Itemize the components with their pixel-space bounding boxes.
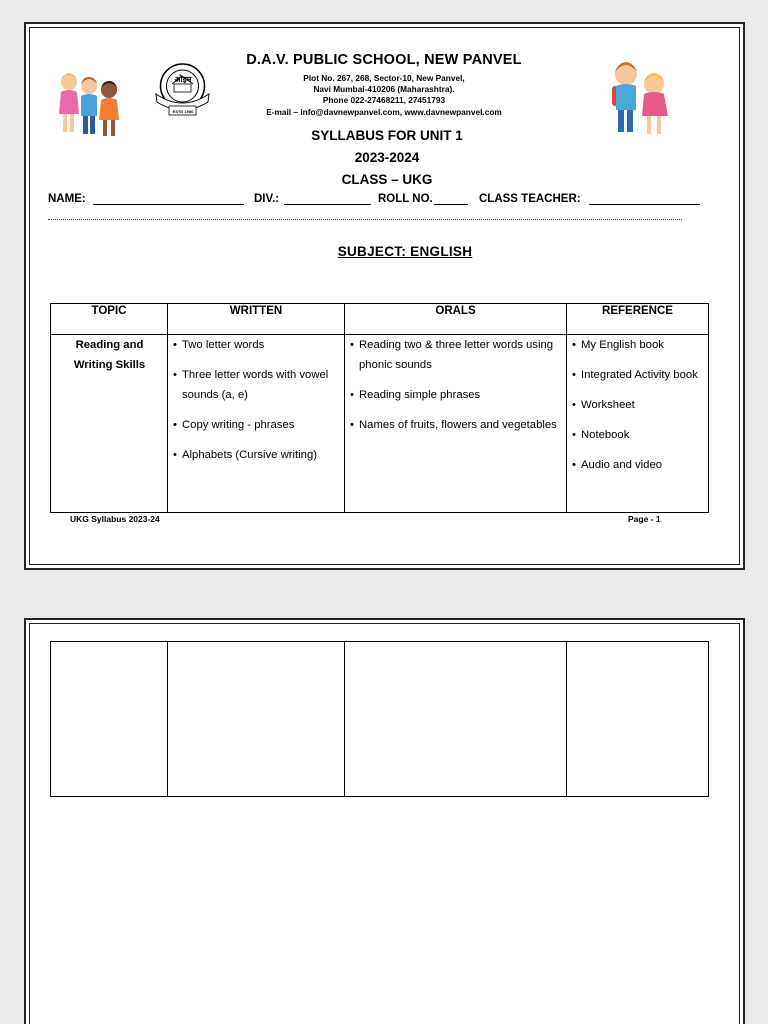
- table-header-row: [51, 304, 709, 335]
- syllabus-table-continued: [50, 641, 709, 797]
- table-row: [51, 335, 709, 513]
- orals-cell: [345, 335, 567, 513]
- list-item: • Reading two & three letter words using phonic sounds: [350, 336, 562, 375]
- header-written: WRITTEN: [168, 304, 345, 335]
- teacher-field[interactable]: [589, 204, 700, 205]
- syllabus-title: SYLLABUS FOR UNIT 1: [311, 128, 463, 143]
- logo-estd: ESTD 1986: [172, 109, 194, 114]
- list-item: • Three letter words with vowel sounds (a, e): [173, 366, 340, 405]
- list-item: • Copy writing - phrases: [173, 416, 340, 436]
- subject-heading: SUBJECT: ENGLISH: [337, 244, 473, 259]
- address-line-1: Plot No. 267, 268, Sector-10, New Panvel,: [303, 73, 465, 83]
- empty-cell: [345, 642, 567, 797]
- list-item: • Integrated Activity book: [572, 366, 704, 386]
- topic-line: Reading and: [75, 339, 144, 351]
- list-item: • Reading simple phrases: [350, 386, 562, 406]
- roll-label: ROLL NO.: [378, 193, 433, 205]
- list-item: • Audio and video: [572, 456, 704, 476]
- empty-cell: [567, 642, 709, 797]
- page-number: Page - 1: [628, 514, 661, 524]
- header-orals: ORALS: [345, 304, 567, 335]
- list-item: • My English book: [572, 336, 704, 356]
- list-item: • Names of fruits, flowers and vegetables: [350, 416, 562, 436]
- roll-field[interactable]: [434, 204, 468, 205]
- logo-text: ओइम: [174, 75, 192, 84]
- list-item: • Notebook: [572, 426, 704, 446]
- empty-cell: [168, 642, 345, 797]
- topic-line: Writing Skills: [73, 358, 146, 371]
- academic-year: 2023-2024: [354, 150, 420, 165]
- header-reference: REFERENCE: [567, 304, 709, 335]
- phone-line: Phone 022-27468211, 27451793: [322, 95, 446, 105]
- name-label: NAME:: [48, 193, 86, 205]
- school-name: D.A.V. PUBLIC SCHOOL, NEW PANVEL: [246, 52, 522, 68]
- reference-cell: [567, 335, 709, 513]
- table-row: [51, 642, 709, 797]
- list-item: • Alphabets (Cursive writing): [173, 446, 340, 466]
- name-field[interactable]: [93, 204, 244, 205]
- email-line: E-mail – info@davnewpanvel.com, www.davnewpanvel.com: [266, 107, 502, 117]
- header-topic: TOPIC: [51, 304, 168, 335]
- written-cell: [168, 335, 345, 513]
- div-label: DIV.:: [254, 193, 280, 205]
- topic-cell: [51, 335, 168, 513]
- dotted-separator: [48, 219, 682, 220]
- class-title: CLASS – UKG: [341, 172, 433, 187]
- div-field[interactable]: [284, 204, 371, 205]
- syllabus-table: [50, 303, 709, 513]
- list-item: • Two letter words: [173, 336, 340, 356]
- address-line-2: Navi Mumbai-410206 (Maharashtra).: [313, 84, 455, 94]
- footer-left: UKG Syllabus 2023-24: [70, 514, 160, 524]
- teacher-label: CLASS TEACHER:: [479, 193, 581, 205]
- list-item: • Worksheet: [572, 396, 704, 416]
- empty-cell: [51, 642, 168, 797]
